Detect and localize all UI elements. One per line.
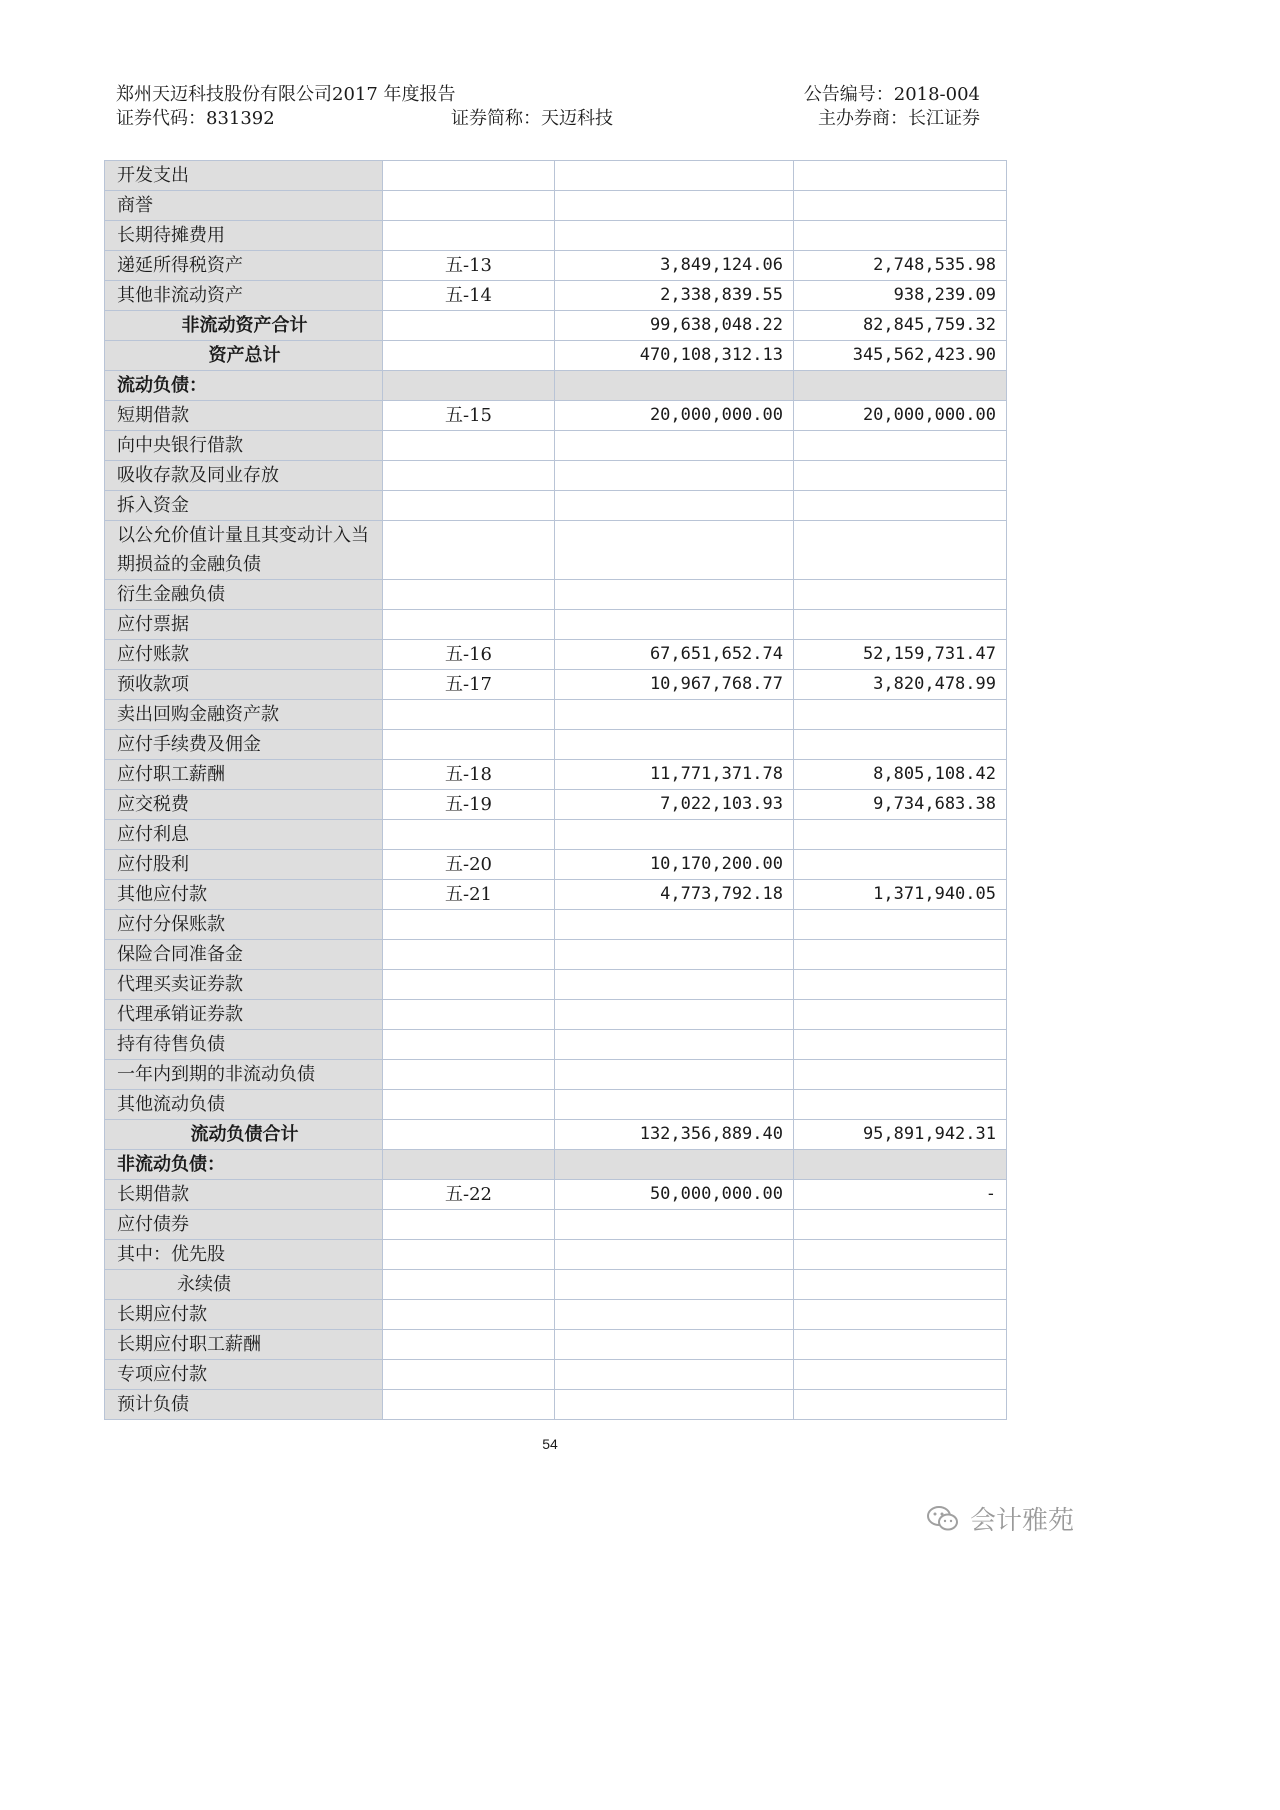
row-current-amount: 11,771,371.78: [555, 760, 794, 790]
row-prior-amount: [794, 730, 1007, 760]
row-prior-amount: 3,820,478.99: [794, 670, 1007, 700]
row-prior-amount: 9,734,683.38: [794, 790, 1007, 820]
row-label: 以公允价值计量且其变动计入当期损益的金融负债: [105, 521, 383, 580]
balance-sheet-body: [105, 161, 1007, 1420]
watermark: [926, 1500, 1074, 1537]
row-prior-amount: 82,845,759.32: [794, 311, 1007, 341]
row-current-amount: [555, 1030, 794, 1060]
table-row: [105, 1330, 1007, 1360]
row-note: [383, 1210, 555, 1240]
row-prior-amount: [794, 970, 1007, 1000]
row-current-amount: 4,773,792.18: [555, 880, 794, 910]
row-current-amount: [555, 491, 794, 521]
row-current-amount: [555, 191, 794, 221]
row-prior-amount: 95,891,942.31: [794, 1120, 1007, 1150]
row-label: 商誉: [105, 191, 383, 221]
row-prior-amount: [794, 1240, 1007, 1270]
row-note: [383, 431, 555, 461]
row-note: 五-19: [383, 790, 555, 820]
table-row: [105, 790, 1007, 820]
row-label: 应付账款: [105, 640, 383, 670]
row-label: 流动负债合计: [105, 1120, 383, 1150]
row-current-amount: [555, 1300, 794, 1330]
table-row: [105, 221, 1007, 251]
row-prior-amount: -: [794, 1180, 1007, 1210]
row-prior-amount: [794, 820, 1007, 850]
row-note: [383, 1090, 555, 1120]
table-row: [105, 580, 1007, 610]
table-row: [105, 371, 1007, 401]
table-row: [105, 760, 1007, 790]
row-label: 吸收存款及同业存放: [105, 461, 383, 491]
row-prior-amount: [794, 1300, 1007, 1330]
row-label: 非流动负债：: [105, 1150, 383, 1180]
row-note: 五-18: [383, 760, 555, 790]
row-note: 五-14: [383, 281, 555, 311]
row-current-amount: [555, 970, 794, 1000]
table-row: [105, 281, 1007, 311]
table-row: [105, 191, 1007, 221]
row-current-amount: 470,108,312.13: [555, 341, 794, 371]
row-note: 五-15: [383, 401, 555, 431]
row-prior-amount: [794, 491, 1007, 521]
table-row: [105, 161, 1007, 191]
row-label: 其中：优先股: [105, 1240, 383, 1270]
row-current-amount: [555, 610, 794, 640]
security-code: 证券代码：831392: [116, 108, 275, 129]
sponsor-broker: 主办券商：长江证券: [818, 108, 980, 129]
row-prior-amount: [794, 431, 1007, 461]
row-note: [383, 910, 555, 940]
row-label: 资产总计: [105, 341, 383, 371]
row-current-amount: [555, 940, 794, 970]
row-current-amount: 2,338,839.55: [555, 281, 794, 311]
row-label: 卖出回购金融资产款: [105, 700, 383, 730]
row-label: 预计负债: [105, 1390, 383, 1420]
row-label: 应交税费: [105, 790, 383, 820]
table-row: [105, 1360, 1007, 1390]
row-prior-amount: [794, 1360, 1007, 1390]
row-label: 其他流动负债: [105, 1090, 383, 1120]
table-row: [105, 1060, 1007, 1090]
row-note: 五-20: [383, 850, 555, 880]
table-row: [105, 1000, 1007, 1030]
row-note: [383, 311, 555, 341]
row-label: 流动负债：: [105, 371, 383, 401]
table-row: [105, 1210, 1007, 1240]
row-current-amount: [555, 820, 794, 850]
row-current-amount: [555, 580, 794, 610]
row-current-amount: [555, 521, 794, 580]
row-note: 五-13: [383, 251, 555, 281]
row-current-amount: 99,638,048.22: [555, 311, 794, 341]
row-prior-amount: [794, 910, 1007, 940]
row-note: [383, 730, 555, 760]
row-current-amount: [555, 1210, 794, 1240]
row-label: 应付职工薪酬: [105, 760, 383, 790]
row-note: [383, 970, 555, 1000]
row-note: [383, 1060, 555, 1090]
row-note: 五-17: [383, 670, 555, 700]
row-label: 保险合同准备金: [105, 940, 383, 970]
table-row: [105, 610, 1007, 640]
row-label: 应付分保账款: [105, 910, 383, 940]
table-row: [105, 1390, 1007, 1420]
watermark-text: 会计雅苑: [969, 1505, 1074, 1535]
row-prior-amount: 938,239.09: [794, 281, 1007, 311]
table-row: [105, 970, 1007, 1000]
table-row: [105, 850, 1007, 880]
security-short-name: 证券简称：天迈科技: [451, 108, 613, 129]
row-prior-amount: 20,000,000.00: [794, 401, 1007, 431]
row-prior-amount: [794, 521, 1007, 580]
report-header-line-2: [116, 104, 980, 132]
row-label: 预收款项: [105, 670, 383, 700]
row-label: 开发支出: [105, 161, 383, 191]
table-row: [105, 1240, 1007, 1270]
row-label: 应付股利: [105, 850, 383, 880]
table-row: [105, 461, 1007, 491]
table-row: [105, 311, 1007, 341]
row-note: [383, 461, 555, 491]
row-prior-amount: [794, 850, 1007, 880]
row-prior-amount: 52,159,731.47: [794, 640, 1007, 670]
table-row: [105, 1270, 1007, 1300]
row-note: [383, 1270, 555, 1300]
row-current-amount: 10,170,200.00: [555, 850, 794, 880]
row-note: [383, 1000, 555, 1030]
row-label: 非流动资产合计: [105, 311, 383, 341]
table-row: [105, 940, 1007, 970]
row-label: 专项应付款: [105, 1360, 383, 1390]
row-prior-amount: [794, 1210, 1007, 1240]
table-row: [105, 1120, 1007, 1150]
row-current-amount: [555, 161, 794, 191]
row-current-amount: [555, 1390, 794, 1420]
row-label: 代理买卖证券款: [105, 970, 383, 1000]
row-current-amount: 50,000,000.00: [555, 1180, 794, 1210]
row-current-amount: [555, 371, 794, 401]
table-row: [105, 820, 1007, 850]
row-current-amount: 3,849,124.06: [555, 251, 794, 281]
company-report-title: 郑州天迈科技股份有限公司2017 年度报告: [116, 84, 456, 105]
row-current-amount: [555, 1240, 794, 1270]
row-current-amount: 132,356,889.40: [555, 1120, 794, 1150]
row-prior-amount: [794, 610, 1007, 640]
row-label: 其他应付款: [105, 880, 383, 910]
row-note: [383, 1030, 555, 1060]
row-label: 一年内到期的非流动负债: [105, 1060, 383, 1090]
row-note: [383, 1360, 555, 1390]
row-label: 应付债券: [105, 1210, 383, 1240]
row-prior-amount: [794, 1030, 1007, 1060]
row-current-amount: 7,022,103.93: [555, 790, 794, 820]
row-prior-amount: [794, 1060, 1007, 1090]
table-row: [105, 910, 1007, 940]
row-prior-amount: [794, 1090, 1007, 1120]
row-note: [383, 700, 555, 730]
table-row: [105, 401, 1007, 431]
row-current-amount: [555, 1150, 794, 1180]
row-label: 应付票据: [105, 610, 383, 640]
row-label: 长期借款: [105, 1180, 383, 1210]
row-note: [383, 341, 555, 371]
row-note: [383, 610, 555, 640]
row-current-amount: [555, 1090, 794, 1120]
table-row: [105, 1300, 1007, 1330]
row-prior-amount: [794, 1150, 1007, 1180]
row-prior-amount: [794, 371, 1007, 401]
row-prior-amount: [794, 461, 1007, 491]
table-row: [105, 880, 1007, 910]
row-prior-amount: 345,562,423.90: [794, 341, 1007, 371]
table-row: [105, 700, 1007, 730]
row-prior-amount: [794, 580, 1007, 610]
row-note: [383, 820, 555, 850]
row-current-amount: [555, 730, 794, 760]
row-note: [383, 491, 555, 521]
row-note: [383, 1120, 555, 1150]
row-prior-amount: [794, 1390, 1007, 1420]
row-current-amount: [555, 1060, 794, 1090]
row-note: [383, 371, 555, 401]
row-prior-amount: 8,805,108.42: [794, 760, 1007, 790]
row-prior-amount: [794, 940, 1007, 970]
page-number: 54: [542, 1436, 558, 1452]
announcement-number: 公告编号：2018-004: [803, 84, 980, 105]
row-note: [383, 1150, 555, 1180]
row-current-amount: [555, 221, 794, 251]
row-label: 向中央银行借款: [105, 431, 383, 461]
table-row: [105, 431, 1007, 461]
row-note: [383, 161, 555, 191]
row-label: 持有待售负债: [105, 1030, 383, 1060]
row-label: 拆入资金: [105, 491, 383, 521]
row-current-amount: [555, 1330, 794, 1360]
row-current-amount: [555, 461, 794, 491]
row-label: 应付利息: [105, 820, 383, 850]
table-row: [105, 1150, 1007, 1180]
row-current-amount: [555, 1360, 794, 1390]
table-row: [105, 251, 1007, 281]
row-label: 其他非流动资产: [105, 281, 383, 311]
row-prior-amount: [794, 221, 1007, 251]
row-prior-amount: [794, 700, 1007, 730]
wechat-icon: [926, 1504, 960, 1534]
row-label: 永续债: [105, 1270, 383, 1300]
row-current-amount: [555, 700, 794, 730]
table-row: [105, 1180, 1007, 1210]
row-current-amount: [555, 1000, 794, 1030]
row-prior-amount: 1,371,940.05: [794, 880, 1007, 910]
row-prior-amount: [794, 1330, 1007, 1360]
row-prior-amount: [794, 191, 1007, 221]
row-note: [383, 191, 555, 221]
row-label: 短期借款: [105, 401, 383, 431]
row-note: [383, 580, 555, 610]
row-label: 长期应付职工薪酬: [105, 1330, 383, 1360]
row-note: [383, 221, 555, 251]
table-row: [105, 491, 1007, 521]
row-note: 五-16: [383, 640, 555, 670]
table-row: [105, 521, 1007, 580]
row-prior-amount: [794, 1270, 1007, 1300]
row-label: 代理承销证券款: [105, 1000, 383, 1030]
row-current-amount: 10,967,768.77: [555, 670, 794, 700]
table-row: [105, 670, 1007, 700]
row-note: [383, 1300, 555, 1330]
row-label: 长期待摊费用: [105, 221, 383, 251]
row-note: [383, 1240, 555, 1270]
table-row: [105, 341, 1007, 371]
row-label: 应付手续费及佣金: [105, 730, 383, 760]
row-prior-amount: 2,748,535.98: [794, 251, 1007, 281]
row-current-amount: [555, 1270, 794, 1300]
row-label: 衍生金融负债: [105, 580, 383, 610]
table-row: [105, 730, 1007, 760]
row-current-amount: 20,000,000.00: [555, 401, 794, 431]
row-label: 递延所得税资产: [105, 251, 383, 281]
table-row: [105, 640, 1007, 670]
row-note: [383, 521, 555, 580]
row-current-amount: [555, 910, 794, 940]
row-note: 五-22: [383, 1180, 555, 1210]
row-note: [383, 1330, 555, 1360]
table-row: [105, 1030, 1007, 1060]
row-note: 五-21: [383, 880, 555, 910]
row-current-amount: [555, 431, 794, 461]
row-current-amount: 67,651,652.74: [555, 640, 794, 670]
row-note: [383, 1390, 555, 1420]
balance-sheet-table: [104, 160, 1007, 1420]
table-row: [105, 1090, 1007, 1120]
row-prior-amount: [794, 1000, 1007, 1030]
row-label: 长期应付款: [105, 1300, 383, 1330]
row-prior-amount: [794, 161, 1007, 191]
row-note: [383, 940, 555, 970]
